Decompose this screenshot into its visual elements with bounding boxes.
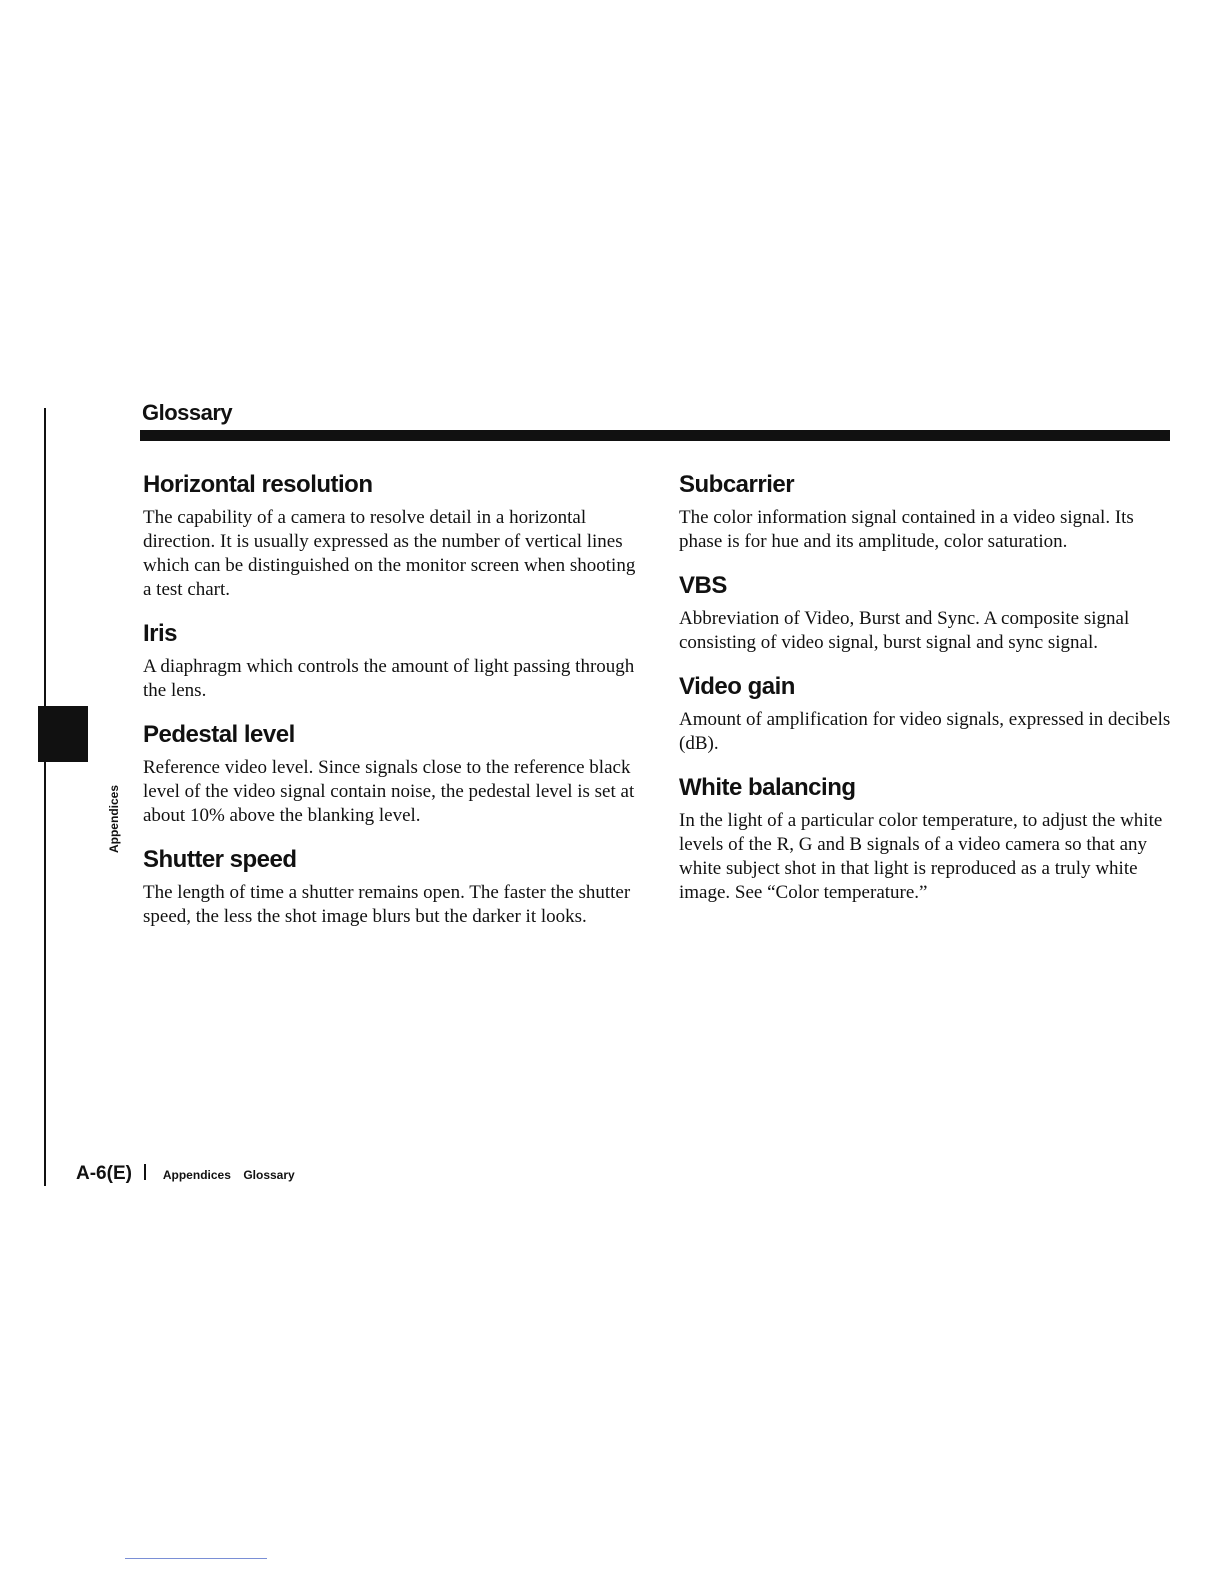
glossary-term: White balancing <box>679 774 856 801</box>
right-column <box>679 470 1179 922</box>
title-underline-bar <box>140 430 1170 441</box>
section-tab-marker <box>38 706 88 762</box>
glossary-entry <box>679 672 1179 756</box>
glossary-definition: The color information signal contained in a video signal. Its phase is for hue and its amplitude, color saturation. <box>679 507 1134 552</box>
glossary-definition: Reference video level. Since signals close to the reference black level of the video signal contain noise, the pedestal level is set at about 10% above the blanking level. <box>143 757 635 826</box>
page-number: A-6(E) <box>76 1163 132 1184</box>
glossary-term: VBS <box>679 572 727 599</box>
glossary-entry <box>143 720 643 828</box>
glossary-definition: A diaphragm which controls the amount of light passing through the lens. <box>143 656 635 701</box>
glossary-definition: The length of time a shutter remains open. The faster the shutter speed, the less the shot image blurs but the darker it looks. <box>143 882 631 927</box>
glossary-definition: In the light of a particular color temperature, to adjust the white levels of the R, G and B signals of a video camera so that any white subject shot in that light is reproduced as a truly white image. See “Color temperature.” <box>679 810 1163 903</box>
left-column <box>143 470 643 946</box>
footer-divider <box>144 1164 146 1180</box>
glossary-entry <box>143 470 643 602</box>
glossary-term: Pedestal level <box>143 721 295 748</box>
glossary-term: Iris <box>143 620 178 647</box>
side-tab-label: Appendices <box>107 785 121 854</box>
glossary-entry <box>143 619 643 703</box>
glossary-term: Subcarrier <box>679 471 795 498</box>
glossary-term: Video gain <box>679 673 795 700</box>
page-footer <box>76 1163 303 1185</box>
glossary-term: Horizontal resolution <box>143 471 373 498</box>
glossary-entry <box>679 571 1179 655</box>
bottom-rule <box>125 1558 267 1559</box>
glossary-term: Shutter speed <box>143 846 297 873</box>
glossary-definition: The capability of a camera to resolve detail in a horizontal direction. It is usually expressed as the number of vertical lines which can be distinguished on the monitor screen when shooting a test chart. <box>143 507 636 600</box>
footer-section-label: Appendices <box>162 1168 231 1182</box>
page-title: Glossary <box>142 400 233 425</box>
footer-subsection-label: Glossary <box>243 1168 295 1182</box>
glossary-definition: Abbreviation of Video, Burst and Sync. A composite signal consisting of video signal, burst signal and sync signal. <box>679 608 1130 653</box>
glossary-definition: Amount of amplification for video signals, expressed in decibels (dB). <box>679 709 1171 754</box>
left-margin-rule <box>44 408 46 1186</box>
glossary-entry <box>679 773 1179 905</box>
glossary-entry <box>679 470 1179 554</box>
glossary-entry <box>143 845 643 929</box>
